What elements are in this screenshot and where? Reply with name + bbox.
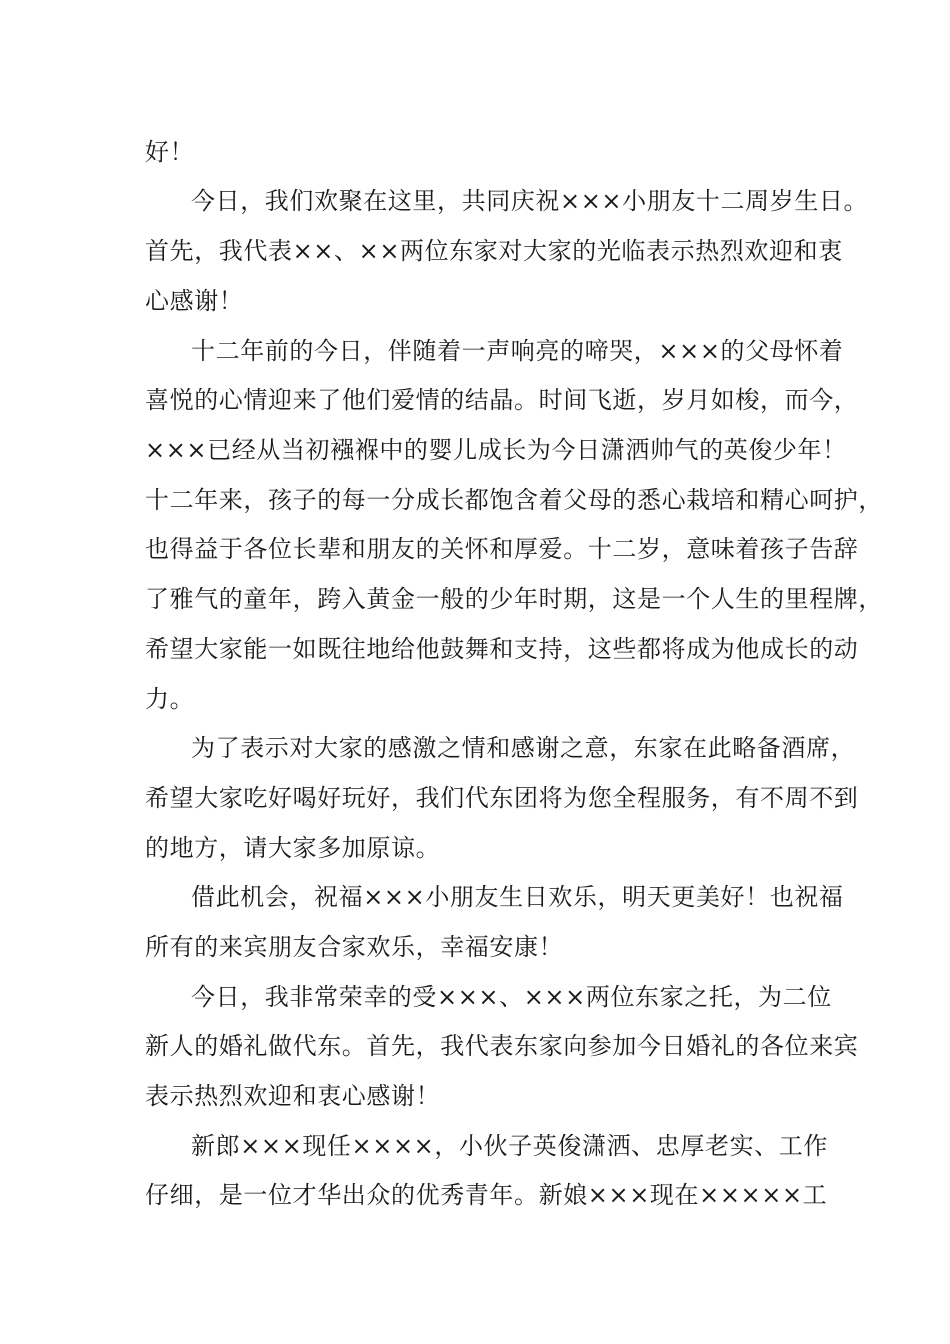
text-line: 十二年来，孩子的每一分成长都饱含着父母的悉心栽培和精心呵护， (145, 486, 883, 514)
text-line: 新人的婚礼做代东。首先，我代表东家向参加今日婚礼的各位来宾 (145, 1032, 859, 1060)
paragraph-first-line: 借此机会，祝福×××小朋友生日欢乐，明天更美好！也祝福 (191, 883, 844, 911)
text-line: 希望大家吃好喝好玩好，我们代东团将为您全程服务，有不周不到 (145, 784, 859, 812)
text-line: 的地方，请大家多加原谅。 (145, 834, 441, 862)
text-line: 心感谢！ (145, 287, 244, 315)
paragraph-first-line: 为了表示对大家的感激之情和感谢之意，东家在此略备酒席， (191, 734, 856, 762)
text-line: 好！ (145, 138, 195, 166)
text-line: 也得益于各位长辈和朋友的关怀和厚爱。十二岁，意味着孩子告辞 (145, 535, 859, 563)
text-line: 希望大家能一如既往地给他鼓舞和支持，这些都将成为他成长的动 (145, 635, 859, 663)
text-line: 首先，我代表××、××两位东家对大家的光临表示热烈欢迎和衷 (145, 237, 843, 265)
text-line: 喜悦的心情迎来了他们爱情的结晶。时间飞逝，岁月如梭，而今， (145, 386, 859, 414)
text-line: 仔细，是一位才华出众的优秀青年。新娘×××现在×××××工 (145, 1181, 828, 1209)
paragraph-first-line: 十二年前的今日，伴随着一声响亮的啼哭，×××的父母怀着 (191, 337, 844, 365)
text-line: 力。 (145, 685, 195, 713)
text-line: 所有的来宾朋友合家欢乐，幸福安康！ (145, 933, 564, 961)
text-line: 了雅气的童年，跨入黄金一般的少年时期，这是一个人生的里程牌， (145, 585, 883, 613)
paragraph-first-line: 新郎×××现任××××，小伙子英俊潇洒、忠厚老实、工作 (191, 1132, 828, 1160)
paragraph-first-line: 今日，我非常荣幸的受×××、×××两位东家之托，为二位 (191, 983, 832, 1011)
text-line: 表示热烈欢迎和衷心感谢！ (145, 1082, 441, 1110)
paragraph-first-line: 今日，我们欢聚在这里，共同庆祝×××小朋友十二周岁生日。 (191, 187, 869, 215)
text-line: ×××已经从当初襁褓中的婴儿成长为今日潇洒帅气的英俊少年！ (145, 436, 847, 464)
